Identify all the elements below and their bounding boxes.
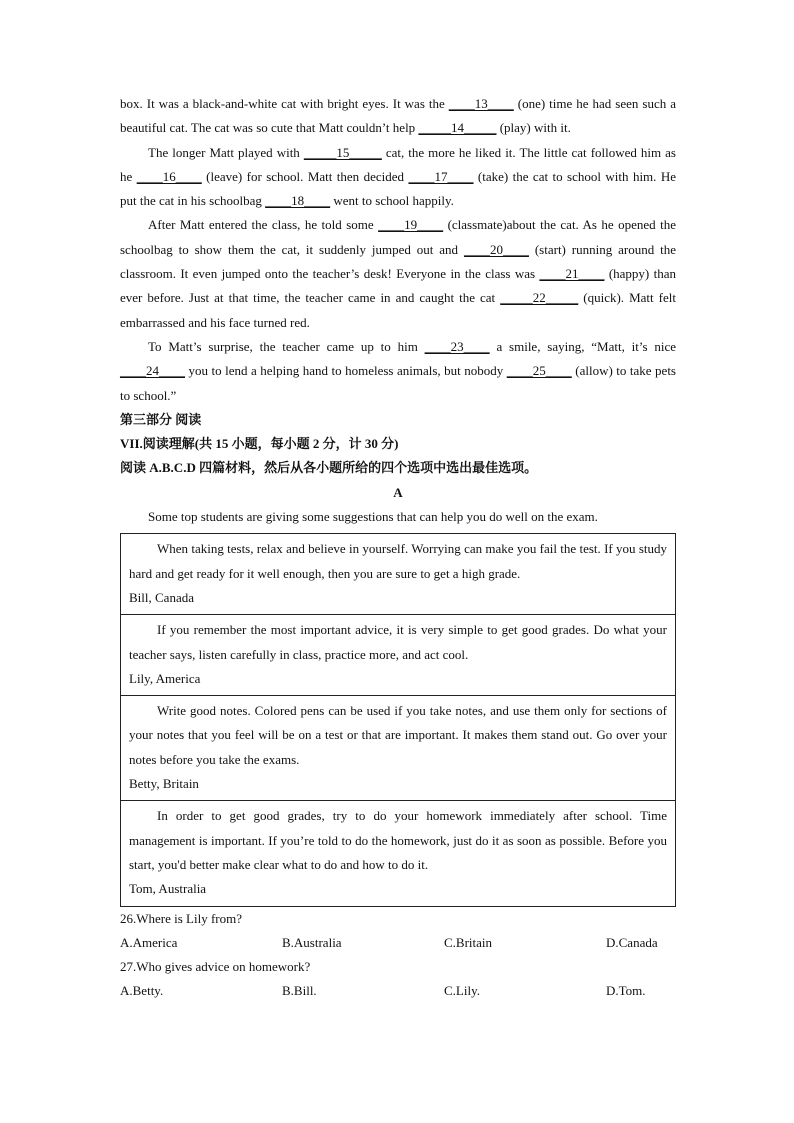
option-b: B.Australia (282, 934, 342, 950)
cloze-paragraph-2 (120, 141, 676, 214)
advice-text: In order to get good grades, try to do your homework immediately after school. Time management is important. If you’re told to do the homework, just do it as soon as possible. Before you start, you'd better make clear what to do and how to do it. (129, 808, 667, 872)
text: (quick). Matt felt embarrassed and his face turned red. (120, 290, 677, 330)
blank-14: _____14_____ (418, 120, 497, 136)
option-a: A.Betty. (120, 983, 164, 999)
advice-author: Tom, Australia (129, 881, 207, 897)
blank-13: ____13____ (448, 96, 514, 111)
advice-cell (121, 695, 675, 800)
blank-22: _____22_____ (500, 290, 579, 306)
advice-cell (121, 800, 675, 905)
blank-20: ____20____ (463, 241, 529, 257)
blank-25: ____25____ (506, 363, 572, 379)
advice-author: Bill, Canada (129, 589, 194, 605)
text: (play) with it. (496, 120, 571, 136)
advice-author: Betty, Britain (129, 776, 199, 792)
part-heading: 第三部分 阅读 (120, 411, 202, 427)
text: To Matt’s surprise, the teacher came up to him (148, 338, 425, 354)
blank-23: ____23____ (424, 338, 490, 354)
option-d: D.Canada (606, 934, 658, 950)
advice-text: When taking tests, relax and believe in yourself. Worrying can make you fail the test. If you study hard and get ready for it well enough, then you are sure to get a high grade. (129, 541, 667, 581)
text: (take) the cat to school with him. He put the cat in his schoolbag (120, 168, 676, 209)
text: (happy) than ever before. Just at that time, the teacher came in and caught the cat (120, 266, 676, 306)
passage-label: A (393, 484, 403, 500)
blank-17: ____17____ (408, 168, 474, 184)
question-26: 26.Where is Lily from? (120, 910, 243, 926)
advice-author: Lily, America (129, 670, 201, 686)
question-27-options (120, 979, 676, 1003)
advice-cell (121, 534, 675, 614)
blank-24: ____24____ (120, 363, 185, 379)
text: (leave) for school. Matt then decided (201, 168, 409, 184)
cloze-paragraph-3 (120, 213, 676, 334)
blank-15: _____15_____ (303, 144, 382, 160)
cloze-paragraph-1 (120, 92, 676, 141)
text: went to school happily. (330, 193, 454, 209)
passage-intro: Some top students are giving some suggestions that can help you do well on the exam. (148, 509, 598, 525)
question-26-options (120, 931, 676, 955)
blank-18: ____18____ (265, 193, 331, 209)
blank-16: ____16____ (136, 168, 202, 184)
text: (one) time he had seen such a beautiful cat. The cat was so cute that Matt couldn’t help (120, 96, 676, 136)
text: cat, the more he liked it. The little cat followed him as he (120, 144, 676, 184)
advice-table (120, 533, 676, 906)
text: (start) running around the classroom. It even jumped onto the teacher’s desk! Everyone in the class was (120, 241, 676, 282)
option-a: A.America (120, 934, 178, 950)
blank-21: ____21____ (539, 266, 605, 282)
blank-19: ____19____ (378, 217, 444, 233)
option-b: B.Bill. (282, 983, 317, 999)
text: you to lend a helping hand to homeless animals, but nobody (185, 363, 507, 379)
option-c: C.Britain (444, 934, 493, 950)
instructions: 阅读 A.B.C.D 四篇材料，然后从各小题所给的四个选项中选出最佳选项。 (120, 460, 538, 476)
text: After Matt entered the class, he told some (148, 217, 379, 233)
text: (classmate)about the cat. As he opened the schoolbag to show them the cat, it suddenly jumped out and (120, 217, 677, 257)
advice-text: If you remember the most important advice, it is very simple to get good grades. Do what your teacher says, listen carefully in class, practice more, and act cool. (129, 622, 667, 662)
text: The longer Matt played with (148, 144, 304, 160)
text: (allow) to take pets to school.” (120, 363, 676, 403)
advice-text: Write good notes. Colored pens can be used if you take notes, and use them only for sections of your notes that you feel will be on a test or that are important. It makes them stand out. Go over your notes before you take the exams. (129, 703, 667, 767)
text: a smile, saying, “Matt, it’s nice (489, 338, 677, 354)
text: box. It was a black-and-white cat with bright eyes. It was the (120, 96, 449, 111)
cloze-paragraph-4 (120, 335, 676, 408)
section-heading: VII.阅读理解(共 15 小题，每小题 2 分，计 30 分) (120, 436, 399, 452)
option-c: C.Lily. (444, 983, 480, 999)
page-content (120, 92, 676, 1004)
option-d: D.Tom. (606, 983, 646, 999)
advice-cell (121, 614, 675, 695)
question-27: 27.Who gives advice on homework? (120, 959, 311, 975)
